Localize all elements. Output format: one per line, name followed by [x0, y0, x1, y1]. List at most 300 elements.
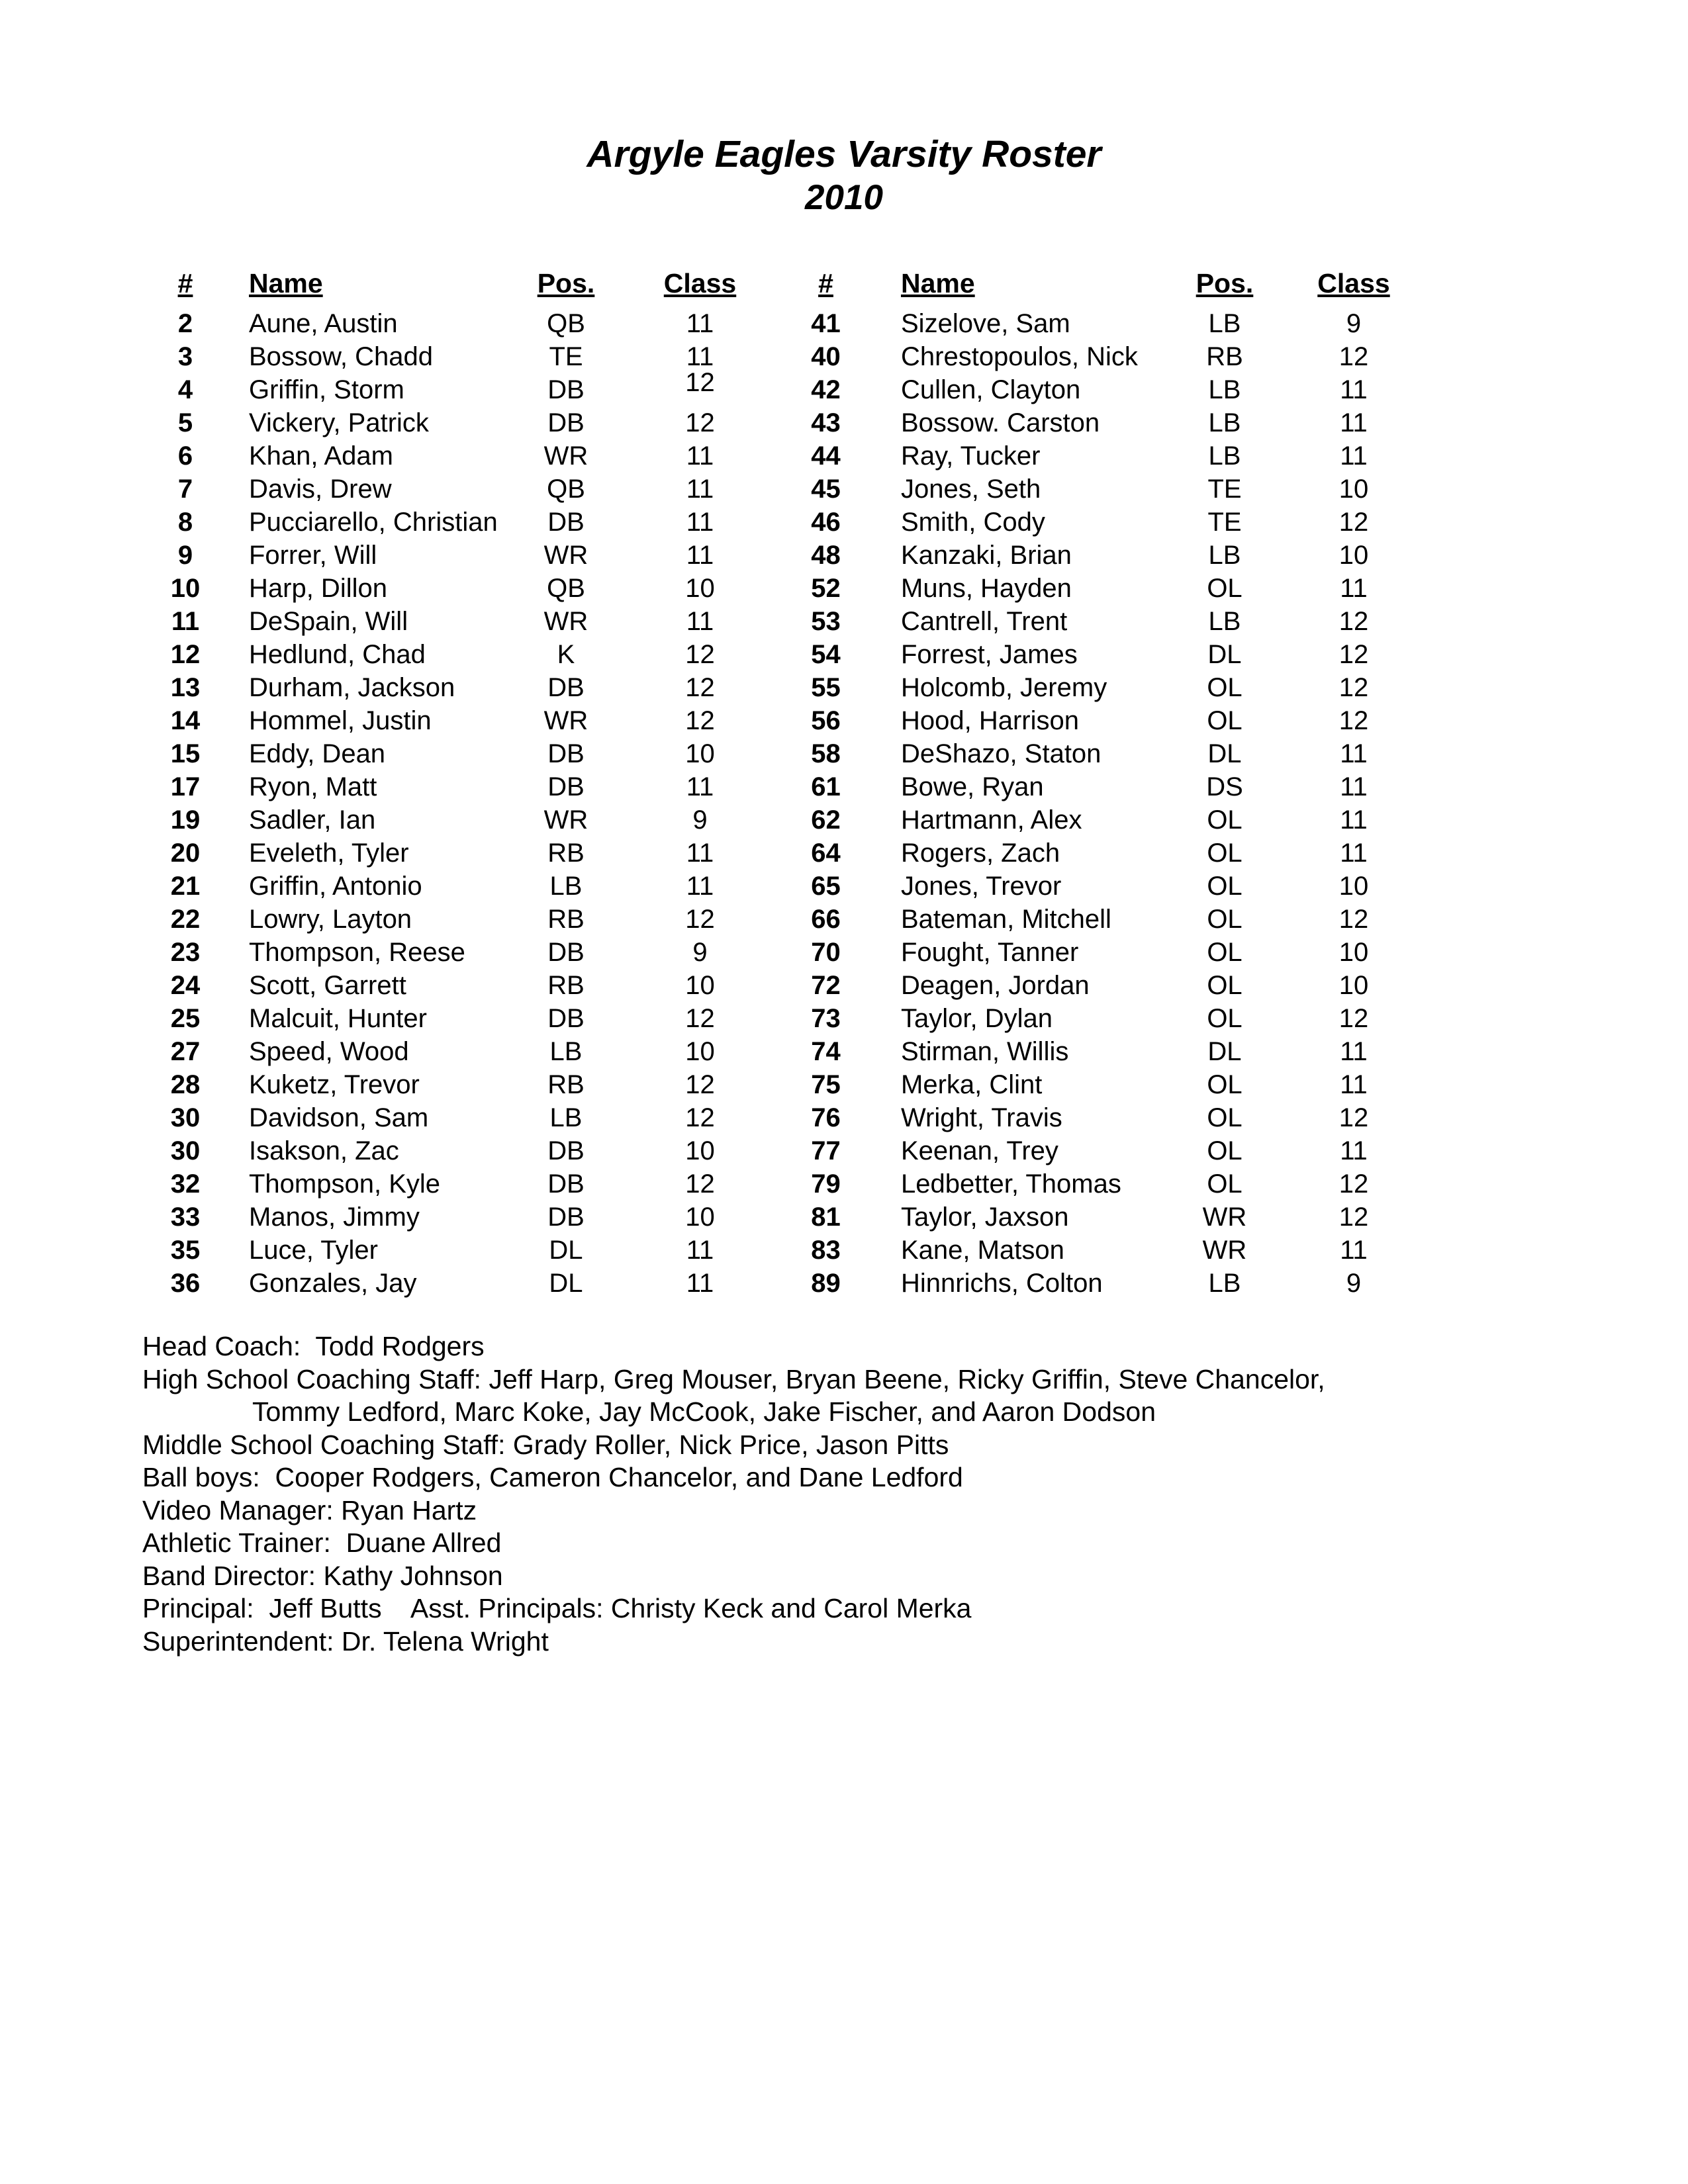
player-name: Jones, Seth: [901, 474, 1041, 504]
player-name: Thompson, Kyle: [249, 1169, 441, 1199]
table-row: [142, 539, 791, 572]
player-num: 70: [811, 937, 841, 967]
table-row: [142, 1101, 791, 1134]
player-pos: WR: [543, 705, 588, 735]
player-num: 27: [170, 1036, 201, 1066]
player-name: Ryon, Matt: [249, 772, 377, 801]
player-class: 12: [685, 705, 715, 735]
player-pos: RB: [547, 838, 585, 868]
table-row: [791, 903, 1440, 936]
player-pos: OL: [1207, 871, 1243, 901]
player-num: 23: [170, 937, 201, 967]
player-pos: DL: [1207, 739, 1242, 768]
player-name: Cantrell, Trent: [901, 606, 1068, 636]
roster-table-right-header: [791, 251, 1440, 307]
player-name: Hood, Harrison: [901, 705, 1080, 735]
table-row: [791, 936, 1440, 969]
table-row: [142, 406, 791, 439]
table-row: [791, 340, 1440, 373]
player-name: Thompson, Reese: [249, 937, 465, 967]
player-class: 10: [1338, 474, 1369, 504]
player-class: 12: [685, 639, 715, 669]
table-row: [791, 1267, 1440, 1300]
player-class: 11: [1340, 838, 1368, 868]
player-class: 12: [685, 672, 715, 702]
column-header-class: Class: [1317, 268, 1390, 298]
table-row: [791, 1167, 1440, 1201]
player-name: Vickery, Patrick: [249, 408, 429, 437]
title-block: [0, 132, 1688, 220]
column-header-number: #: [177, 268, 193, 298]
player-name: Taylor, Jaxson: [901, 1202, 1069, 1232]
roster-table-left-header: [142, 251, 791, 307]
player-class: 12: [1338, 606, 1369, 636]
player-pos: K: [557, 639, 575, 669]
player-name: Aune, Austin: [249, 308, 398, 338]
player-name: Isakson, Zac: [249, 1136, 399, 1165]
player-class: 12: [1338, 1003, 1369, 1033]
player-name: Ledbetter, Thomas: [901, 1169, 1121, 1199]
footer-line: Middle School Coaching Staff: Grady Roller, Nick Price, Jason Pitts: [142, 1429, 949, 1460]
player-class: 12: [685, 904, 715, 934]
player-pos: QB: [547, 308, 585, 338]
table-row: [142, 704, 791, 737]
player-num: 75: [811, 1069, 841, 1099]
player-num: 64: [811, 838, 841, 868]
table-row: [142, 605, 791, 638]
player-name: Kuketz, Trevor: [249, 1069, 420, 1099]
roster-table-right-body: [791, 307, 1440, 1300]
player-num: 7: [177, 474, 193, 504]
player-class: 12: [1338, 705, 1369, 735]
player-pos: LB: [549, 1036, 583, 1066]
player-pos: DB: [547, 1202, 585, 1232]
player-num: 61: [811, 772, 841, 801]
player-pos: LB: [1208, 1268, 1241, 1298]
footer-line: Band Director: Kathy Johnson: [142, 1560, 503, 1591]
player-class: 11: [1340, 1235, 1368, 1265]
table-row: [791, 803, 1440, 837]
column-header-name: Name: [901, 268, 975, 298]
player-name: Harp, Dillon: [249, 573, 387, 603]
player-class: 12: [685, 1103, 715, 1132]
table-row: [142, 837, 791, 870]
player-num: 25: [170, 1003, 201, 1033]
player-pos: OL: [1207, 805, 1243, 835]
player-class: 9: [692, 805, 708, 835]
player-class: 11: [686, 871, 714, 901]
table-row: [791, 1134, 1440, 1167]
player-num: 24: [170, 970, 201, 1000]
player-pos: RB: [1206, 341, 1243, 371]
table-row: [142, 1134, 791, 1167]
player-pos: OL: [1207, 937, 1243, 967]
table-row: [142, 1035, 791, 1068]
player-pos: DL: [1207, 639, 1242, 669]
table-row: [791, 1101, 1440, 1134]
player-class: 12: [1338, 672, 1369, 702]
player-name: Eveleth, Tyler: [249, 838, 409, 868]
player-name: Sadler, Ian: [249, 805, 376, 835]
player-name: Forrest, James: [901, 639, 1078, 669]
table-row: [142, 770, 791, 803]
player-pos: DL: [549, 1235, 583, 1265]
player-class: 12: [685, 408, 715, 437]
table-row: [791, 605, 1440, 638]
player-pos: RB: [547, 970, 585, 1000]
player-pos: DB: [547, 1003, 585, 1033]
player-num: 48: [811, 540, 841, 570]
player-pos: DL: [1207, 1036, 1242, 1066]
player-name: Manos, Jimmy: [249, 1202, 420, 1232]
column-header-name: Name: [249, 268, 323, 298]
table-row: [791, 539, 1440, 572]
player-num: 46: [811, 507, 841, 537]
header-row: [142, 251, 791, 307]
player-class: 11: [686, 838, 714, 868]
player-name: Sizelove, Sam: [901, 308, 1070, 338]
player-num: 19: [170, 805, 201, 835]
table-row: [791, 770, 1440, 803]
player-class: 12: [1338, 507, 1369, 537]
player-class: 11: [1340, 739, 1368, 768]
player-pos: WR: [543, 441, 588, 471]
player-class: 11: [1340, 573, 1368, 603]
player-num: 77: [811, 1136, 841, 1165]
table-row: [142, 671, 791, 704]
player-pos: DB: [547, 937, 585, 967]
player-class: 12: [1338, 1169, 1369, 1199]
player-pos: RB: [547, 1069, 585, 1099]
player-name: Smith, Cody: [901, 507, 1045, 537]
player-name: Durham, Jackson: [249, 672, 455, 702]
player-pos: LB: [549, 871, 583, 901]
player-pos: LB: [1208, 408, 1241, 437]
player-num: 83: [811, 1235, 841, 1265]
player-pos: QB: [547, 474, 585, 504]
table-row: [142, 870, 791, 903]
player-name: Kanzaki, Brian: [901, 540, 1072, 570]
player-pos: DB: [547, 739, 585, 768]
player-num: 22: [170, 904, 201, 934]
player-name: Scott, Garrett: [249, 970, 406, 1000]
table-row: [142, 1068, 791, 1101]
player-class: 12: [1338, 639, 1369, 669]
player-class: 11: [686, 474, 714, 504]
table-row: [142, 1234, 791, 1267]
player-class: 11: [1340, 1069, 1368, 1099]
player-name: Ray, Tucker: [901, 441, 1041, 471]
player-class: 12: [1338, 1202, 1369, 1232]
player-name: Muns, Hayden: [901, 573, 1072, 603]
player-pos: OL: [1207, 904, 1243, 934]
player-pos: DB: [547, 507, 585, 537]
player-pos: DB: [547, 1169, 585, 1199]
player-num: 28: [170, 1069, 201, 1099]
player-name: Taylor, Dylan: [901, 1003, 1053, 1033]
player-num: 66: [811, 904, 841, 934]
table-row: [142, 803, 791, 837]
roster-tables: [142, 251, 1440, 1300]
player-name: Griffin, Storm: [249, 375, 404, 404]
player-num: 53: [811, 606, 841, 636]
player-name: Khan, Adam: [249, 441, 393, 471]
player-class: 10: [1338, 871, 1369, 901]
player-num: 56: [811, 705, 841, 735]
player-pos: DB: [547, 772, 585, 801]
player-num: 30: [170, 1136, 201, 1165]
player-class: 10: [1338, 937, 1369, 967]
table-row: [142, 1167, 791, 1201]
table-row: [142, 936, 791, 969]
player-pos: WR: [543, 606, 588, 636]
player-num: 40: [811, 341, 841, 371]
player-pos: LB: [1208, 606, 1241, 636]
player-name: Jones, Trevor: [901, 871, 1062, 901]
player-pos: OL: [1207, 672, 1243, 702]
player-num: 10: [170, 573, 201, 603]
player-class: 10: [685, 970, 715, 1000]
table-row: [142, 1267, 791, 1300]
player-class: 11: [686, 507, 714, 537]
header-row: [791, 251, 1440, 307]
player-name: DeShazo, Staton: [901, 739, 1102, 768]
player-name: Hinnrichs, Colton: [901, 1268, 1103, 1298]
player-name: Merka, Clint: [901, 1069, 1043, 1099]
player-class: 11: [1340, 408, 1368, 437]
player-num: 42: [811, 375, 841, 404]
table-row: [142, 307, 791, 340]
player-pos: OL: [1207, 838, 1243, 868]
player-pos: TE: [1207, 474, 1242, 504]
player-pos: RB: [547, 904, 585, 934]
player-num: 13: [170, 672, 201, 702]
player-pos: DB: [547, 672, 585, 702]
player-class: 11: [1340, 441, 1368, 471]
player-pos: DB: [547, 408, 585, 437]
player-name: Keenan, Trey: [901, 1136, 1058, 1165]
player-num: 79: [811, 1169, 841, 1199]
player-name: Eddy, Dean: [249, 739, 386, 768]
player-class: 11: [1340, 1136, 1368, 1165]
column-header-pos: Pos.: [1196, 268, 1254, 298]
player-class: 9: [692, 937, 708, 967]
table-row: [142, 1201, 791, 1234]
player-pos: DL: [549, 1268, 583, 1298]
player-pos: OL: [1207, 970, 1243, 1000]
player-class: 12: [685, 1169, 715, 1199]
player-num: 52: [811, 573, 841, 603]
player-name: Hartmann, Alex: [901, 805, 1082, 835]
player-class: 10: [685, 1036, 715, 1066]
player-pos: OL: [1207, 573, 1243, 603]
table-row: [791, 439, 1440, 473]
player-class: 11: [686, 1268, 714, 1298]
player-class: 12: [1338, 341, 1369, 371]
player-num: 72: [811, 970, 841, 1000]
table-row: [142, 373, 791, 406]
player-pos: WR: [1202, 1235, 1247, 1265]
player-num: 17: [170, 772, 201, 801]
player-num: 12: [170, 639, 201, 669]
player-pos: LB: [1208, 308, 1241, 338]
player-name: Stirman, Willis: [901, 1036, 1069, 1066]
player-class: 11: [1340, 1036, 1368, 1066]
player-class: 10: [685, 573, 715, 603]
player-num: 62: [811, 805, 841, 835]
player-pos: WR: [543, 540, 588, 570]
footer-line: Head Coach: Todd Rodgers: [142, 1331, 485, 1361]
table-row: [791, 704, 1440, 737]
player-num: 4: [177, 375, 193, 404]
player-class: 10: [685, 1136, 715, 1165]
table-row: [791, 1234, 1440, 1267]
footer: [142, 1330, 1325, 1658]
player-num: 55: [811, 672, 841, 702]
table-row: [791, 1002, 1440, 1035]
player-pos: OL: [1207, 1069, 1243, 1099]
player-class: 10: [1338, 970, 1369, 1000]
player-pos: TE: [549, 341, 583, 371]
player-name: Bossow, Chadd: [249, 341, 433, 371]
player-pos: OL: [1207, 1103, 1243, 1132]
player-num: 33: [170, 1202, 201, 1232]
player-pos: DS: [1206, 772, 1243, 801]
table-row: [791, 1201, 1440, 1234]
table-row: [142, 439, 791, 473]
table-row: [791, 870, 1440, 903]
player-name: Wright, Travis: [901, 1103, 1062, 1132]
player-pos: LB: [549, 1103, 583, 1132]
player-num: 89: [811, 1268, 841, 1298]
player-num: 81: [811, 1202, 841, 1232]
player-class: 10: [685, 739, 715, 768]
player-class: 12: [685, 367, 715, 397]
player-name: Hedlund, Chad: [249, 639, 426, 669]
player-pos: WR: [1202, 1202, 1247, 1232]
player-name: Davidson, Sam: [249, 1103, 429, 1132]
player-class: 12: [1338, 904, 1369, 934]
player-pos: OL: [1207, 1169, 1243, 1199]
table-row: [791, 373, 1440, 406]
table-row: [791, 837, 1440, 870]
footer-line: Video Manager: Ryan Hartz: [142, 1494, 477, 1525]
footer-line: Ball boys: Cooper Rodgers, Cameron Chancelor, and Dane Ledford: [142, 1462, 963, 1492]
player-num: 9: [177, 540, 193, 570]
table-row: [791, 406, 1440, 439]
player-pos: TE: [1207, 507, 1242, 537]
player-num: 21: [170, 871, 201, 901]
column-header-class: Class: [663, 268, 737, 298]
player-pos: OL: [1207, 1003, 1243, 1033]
player-class: 11: [686, 1235, 714, 1265]
player-num: 73: [811, 1003, 841, 1033]
player-num: 43: [811, 408, 841, 437]
player-num: 35: [170, 1235, 201, 1265]
player-num: 6: [177, 441, 193, 471]
table-row: [142, 903, 791, 936]
player-pos: DB: [547, 375, 585, 404]
player-name: Rogers, Zach: [901, 838, 1060, 868]
player-class: 11: [686, 606, 714, 636]
footer-line: Principal: Jeff Butts Asst. Principals: Christy Keck and Carol Merka: [142, 1593, 972, 1623]
roster-table-left-body: [142, 307, 791, 1300]
table-row: [142, 638, 791, 671]
player-class: 11: [686, 540, 714, 570]
roster-table-right: [791, 251, 1440, 1300]
player-name: Luce, Tyler: [249, 1235, 378, 1265]
table-row: [142, 473, 791, 506]
player-name: Fought, Tanner: [901, 937, 1079, 967]
player-name: Chrestopoulos, Nick: [901, 341, 1138, 371]
player-class: 11: [686, 441, 714, 471]
player-num: 8: [177, 507, 193, 537]
table-row: [791, 506, 1440, 539]
table-row: [142, 572, 791, 605]
player-num: 36: [170, 1268, 201, 1298]
player-class: 9: [1346, 1268, 1362, 1298]
table-row: [791, 737, 1440, 770]
player-num: 76: [811, 1103, 841, 1132]
player-name: Hommel, Justin: [249, 705, 432, 735]
player-num: 3: [177, 341, 193, 371]
footer-line: High School Coaching Staff: Jeff Harp, Greg Mouser, Bryan Beene, Ricky Griffin, Steve Chancelor,: [142, 1363, 1325, 1394]
player-num: 44: [811, 441, 841, 471]
table-row: [142, 506, 791, 539]
player-num: 41: [811, 308, 841, 338]
player-pos: OL: [1207, 705, 1243, 735]
table-row: [791, 969, 1440, 1002]
table-row: [142, 737, 791, 770]
table-row: [791, 638, 1440, 671]
player-name: Lowry, Layton: [249, 904, 412, 934]
column-header-pos: Pos.: [537, 268, 595, 298]
player-class: 12: [1338, 1103, 1369, 1132]
player-pos: DB: [547, 1136, 585, 1165]
player-num: 2: [177, 308, 193, 338]
player-name: Griffin, Antonio: [249, 871, 422, 901]
player-num: 14: [170, 705, 201, 735]
player-class: 9: [1346, 308, 1362, 338]
table-row: [791, 572, 1440, 605]
player-num: 20: [170, 838, 201, 868]
footer-line: Tommy Ledford, Marc Koke, Jay McCook, Jake Fischer, and Aaron Dodson: [252, 1396, 1156, 1427]
player-num: 45: [811, 474, 841, 504]
player-num: 32: [170, 1169, 201, 1199]
player-name: Forrer, Will: [249, 540, 377, 570]
player-num: 54: [811, 639, 841, 669]
page-title: Argyle Eagles Varsity Roster: [586, 133, 1102, 175]
player-name: Davis, Drew: [249, 474, 392, 504]
player-name: Kane, Matson: [901, 1235, 1064, 1265]
table-row: [791, 1035, 1440, 1068]
player-class: 10: [1338, 540, 1369, 570]
page-year: 2010: [805, 178, 883, 217]
player-name: Deagen, Jordan: [901, 970, 1090, 1000]
player-name: DeSpain, Will: [249, 606, 408, 636]
table-row: [791, 473, 1440, 506]
table-row: [142, 1002, 791, 1035]
player-class: 10: [685, 1202, 715, 1232]
player-name: Malcuit, Hunter: [249, 1003, 427, 1033]
table-row: [142, 969, 791, 1002]
column-header-number: #: [818, 268, 833, 298]
player-name: Cullen, Clayton: [901, 375, 1081, 404]
player-name: Bossow. Carston: [901, 408, 1100, 437]
player-class: 11: [686, 308, 714, 338]
table-row: [791, 1068, 1440, 1101]
player-name: Bateman, Mitchell: [901, 904, 1111, 934]
